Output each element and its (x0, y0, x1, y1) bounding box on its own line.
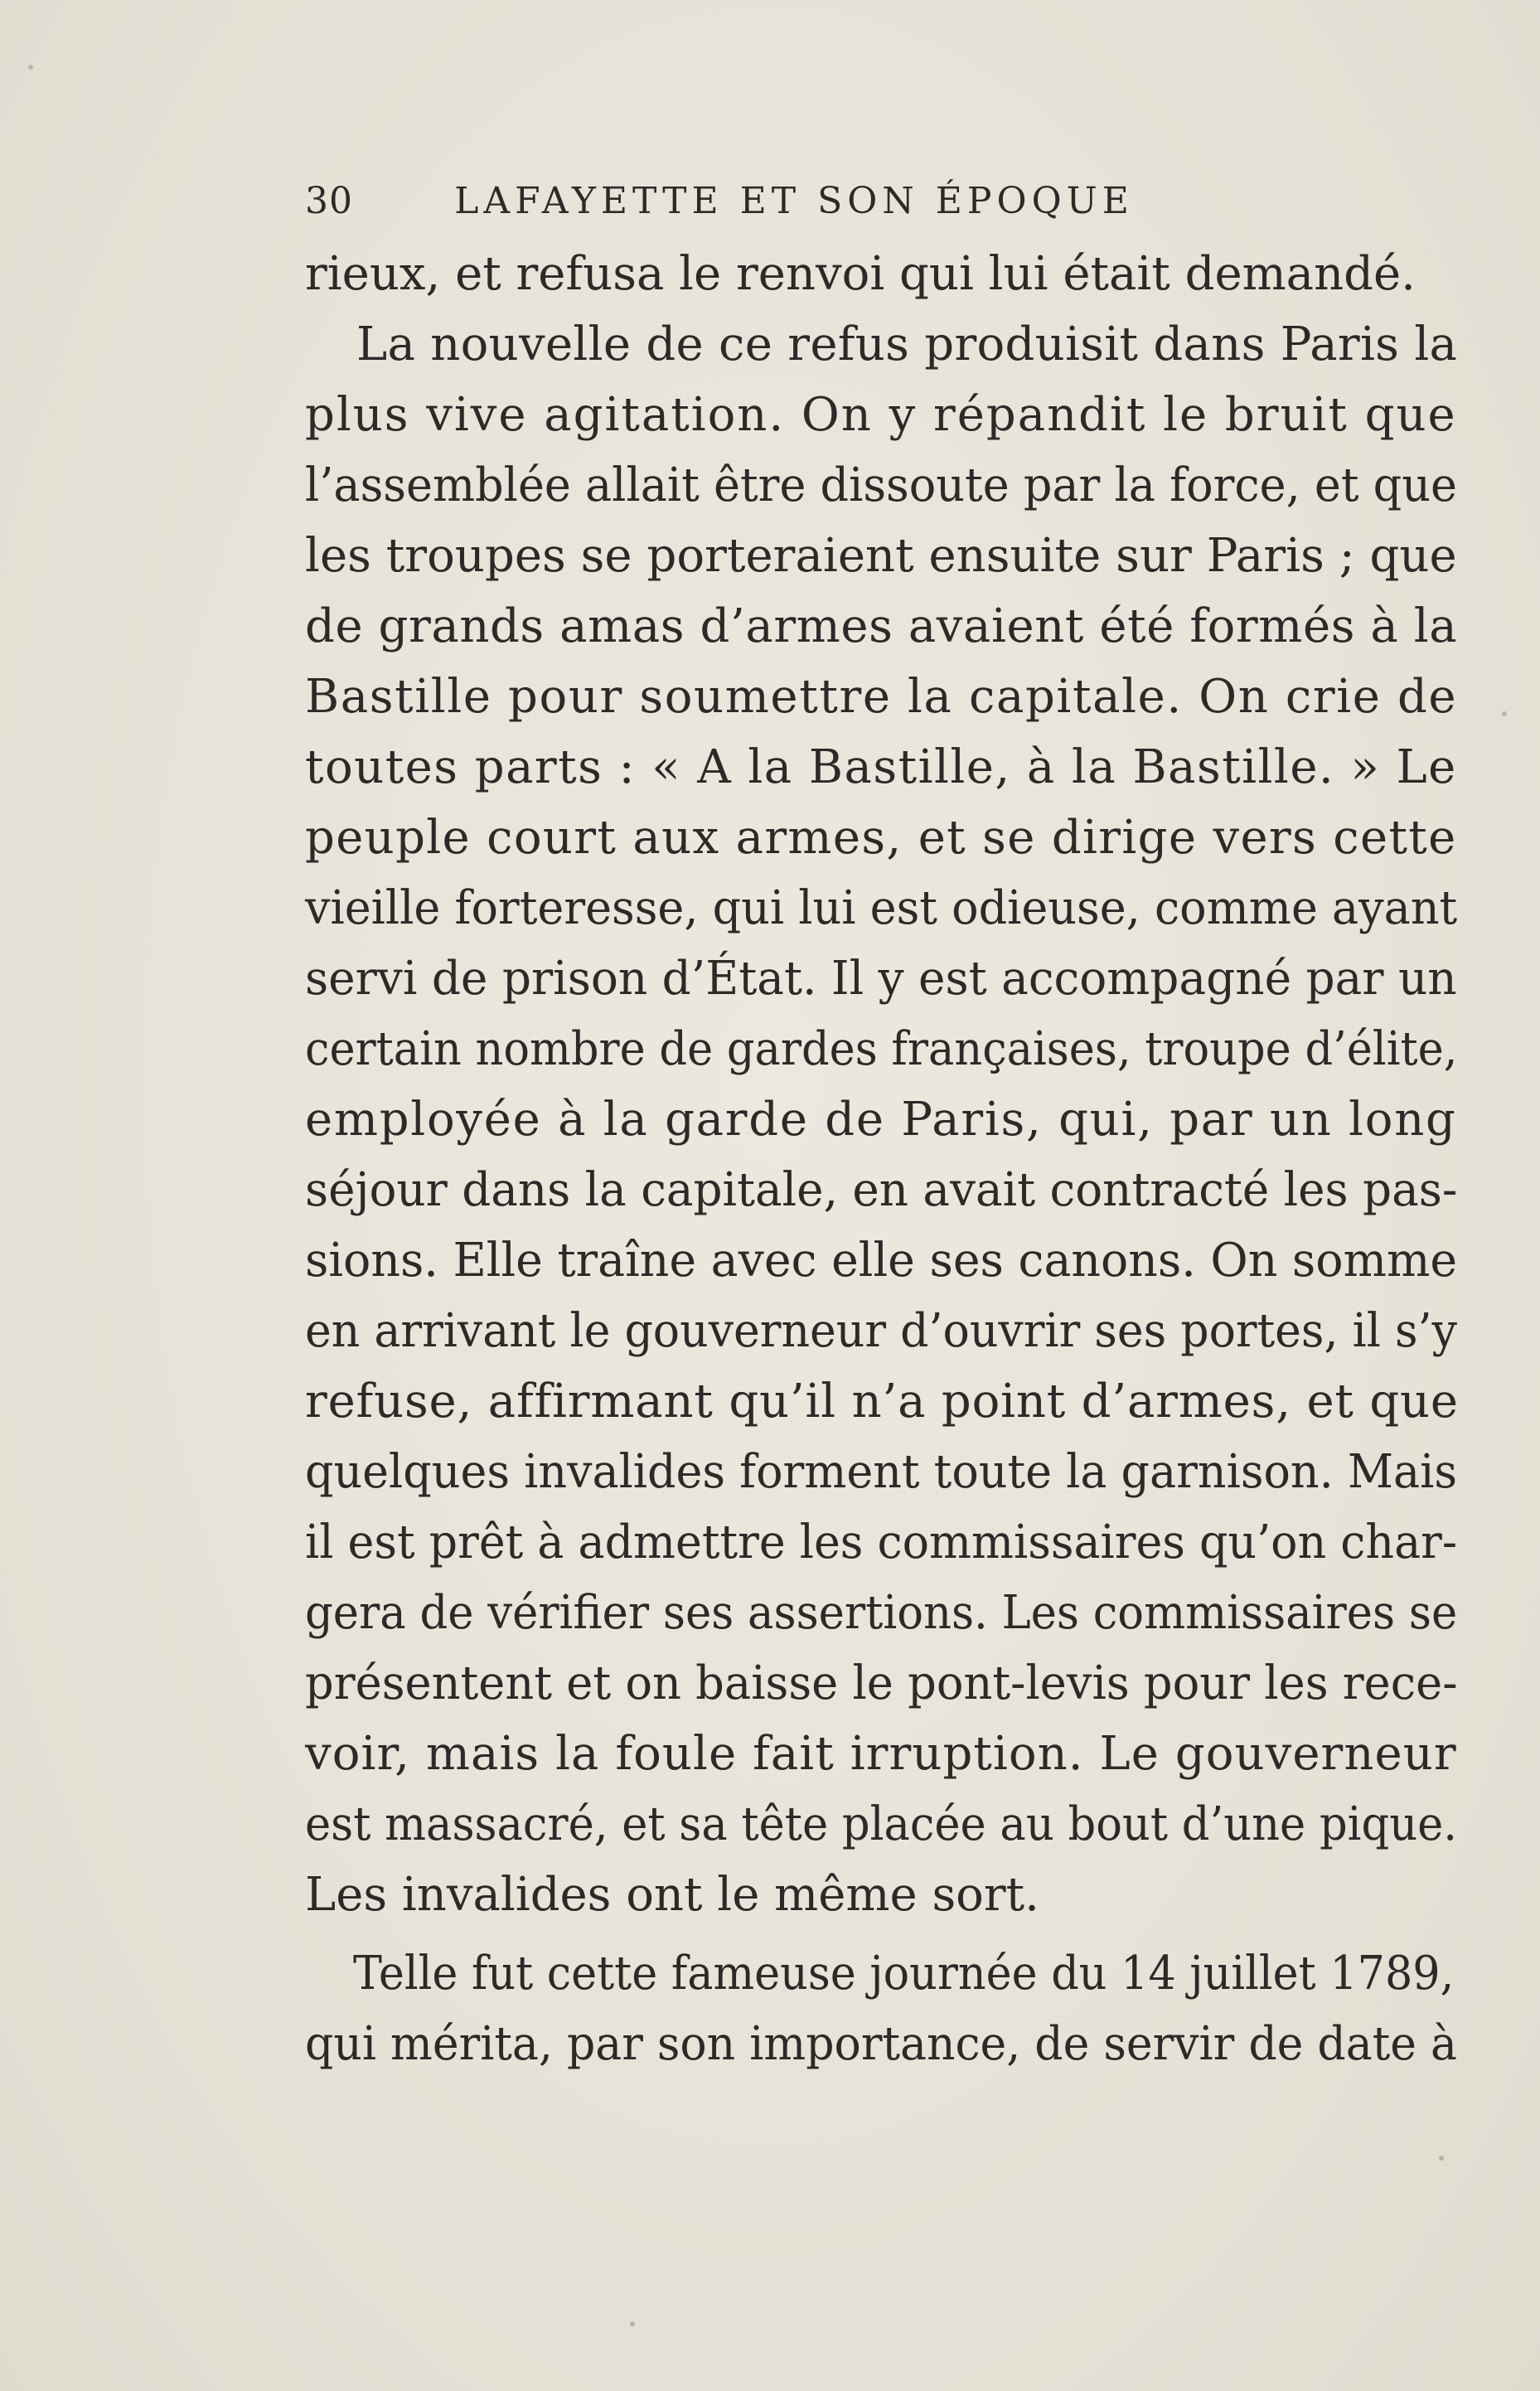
paper-speck (28, 65, 33, 70)
text-line: servi de prison d’État. Il y est accompagné par un (305, 952, 1457, 1006)
text-line: présentent et on baisse le pont-levis pour les rece- (305, 1656, 1458, 1710)
text-line: toutes parts : « A la Bastille, à la Bastille. » Le (305, 740, 1457, 794)
text-line: plus vive agitation. On y répandit le bruit que (305, 388, 1457, 442)
text-line: gera de vérifier ses assertions. Les commissaires se (305, 1586, 1458, 1640)
text-line: est massacré, et sa tête placée au bout d’une pique. (305, 1797, 1458, 1851)
text-line: rieux, et refusa le renvoi qui lui était demandé. (305, 247, 1416, 301)
text-line: sions. Elle traîne avec elle ses canons. On somme (305, 1234, 1458, 1288)
text-line: Bastille pour soumettre la capitale. On crie de (305, 670, 1458, 724)
text-line: refuse, affirmant qu’il n’a point d’armes, et que (305, 1375, 1459, 1428)
text-line: Les invalides ont le même sort. (305, 1868, 1039, 1922)
page-header (305, 170, 1225, 236)
text-line: en arrivant le gouverneur d’ouvrir ses portes, il s’y (305, 1304, 1457, 1358)
text-line: qui mérita, par son importance, de servir de date à (305, 2017, 1457, 2071)
paper-speck (1439, 2156, 1444, 2161)
text-line: Telle fut cette fameuse journée du 14 juillet 1789, (352, 1947, 1455, 2001)
text-line: employée à la garde de Paris, qui, par un long (305, 1093, 1457, 1147)
text-line: il est prêt à admettre les commissaires qu’on char- (305, 1516, 1458, 1569)
text-line: certain nombre de gardes françaises, troupe d’élite, (305, 1022, 1458, 1076)
page-number: 30 (305, 180, 353, 222)
text-line: peuple court aux armes, et se dirige vers cette (305, 811, 1457, 865)
text-line: l’assemblée allait être dissoute par la force, et que (305, 458, 1457, 512)
text-line: vieille forteresse, qui lui est odieuse, comme ayant (305, 881, 1458, 935)
text-line: La nouvelle de ce refus produisit dans Paris la (356, 318, 1458, 371)
text-line: de grands amas d’armes avaient été formés à la (305, 599, 1458, 653)
text-line: quelques invalides forment toute la garnison. Mais (305, 1445, 1457, 1499)
text-line: voir, mais la foule fait irruption. Le gouverneur (305, 1727, 1457, 1781)
body-text (305, 239, 1457, 2079)
paper-speck (1502, 711, 1507, 716)
paper-speck (630, 2321, 635, 2326)
text-line: séjour dans la capitale, en avait contracté les pas- (305, 1163, 1458, 1217)
running-title: LAFAYETTE ET SON ÉPOQUE (454, 180, 1134, 222)
text-line: les troupes se porteraient ensuite sur Paris ; que (305, 529, 1457, 583)
